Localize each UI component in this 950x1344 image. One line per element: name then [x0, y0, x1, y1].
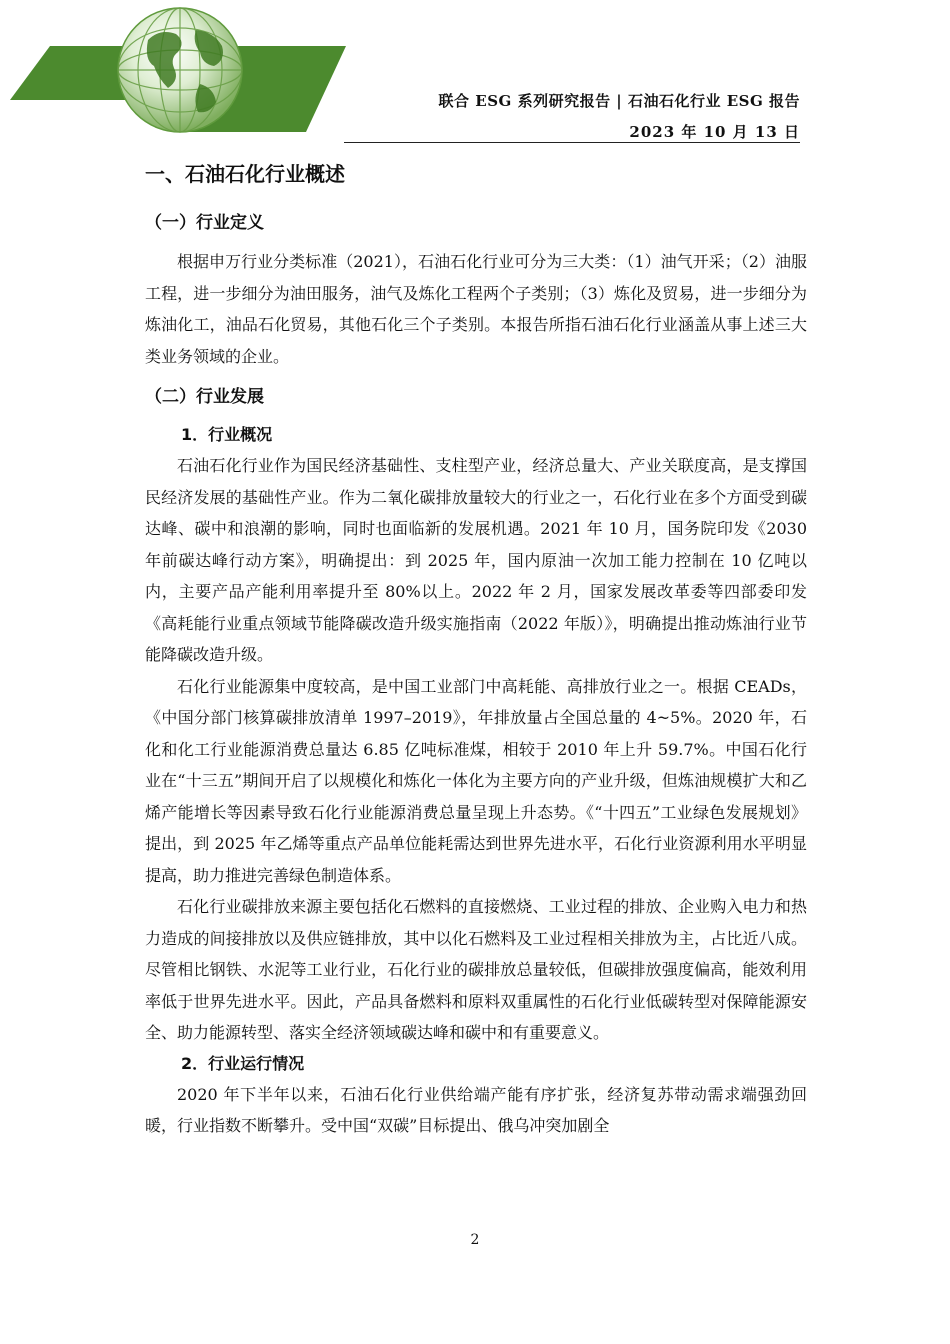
overview-paragraph: 石化行业能源集中度较高，是中国工业部门中高耗能、高排放行业之一。根据 CEADs，《中国分部门核算碳排放清单 1997–2019》，年排放量占全国总量的 4~5%。2020 年，石化和化工行业能源消费总量达 6.85 亿吨标准煤，相较于 2010 年上升 59.7%。中国石化行业在“十三五”期间开启了以规模化和炼化一体化为主要方向的产业升级，但炼油规模扩大和乙烯产能增长等因素导致石化行业能源消费总量呈现上升态势。《“十四五”工业绿色发展规划》提出，到 2025 年乙烯等重点产品单位能耗需达到世界先进水平，石化行业资源利用水平明显提高，助力推进完善绿色制造体系。 — [145, 676, 807, 885]
overview-paragraph: 石油石化行业作为国民经济基础性、支柱型产业，经济总量大、产业关联度高，是支撑国民经济发展的基础性产业。作为二氧化碳排放量较大的行业之一，石化行业在多个方面受到碳达峰、碳中和浪潮的影响，同时也面临新的发展机遇。2021 年 10 月，国务院印发《2030 年前碳达峰行动方案》，明确提出：到 2025 年，国内原油一次加工能力控制在 10 亿吨以内，主要产品产能利用率提升至 80%以上。2022 年 2 月，国家发展改革委等四部委印发《高耗能行业重点领域节能降碳改造升级实施指南（2022 年版）》，明确提出推动炼油行业节能降碳改造升级。 — [145, 456, 807, 664]
overview-paragraph: 石化行业碳排放来源主要包括化石燃料的直接燃烧、工业过程的排放、企业购入电力和热力造成的间接排放以及供应链排放，其中以化石燃料及工业过程相关排放为主，占比近八成。尽管相比钢铁、水泥等工业行业，石化行业的碳排放总量较低，但碳排放强度偏高，能效利用率低于世界先进水平。因此，产品具备燃料和原料双重属性的石化行业低碳转型对保障能源安全、助力能源转型、落实全经济领域碳达峰和碳中和有重要意义。 — [145, 897, 807, 1042]
item-title-operation: 2．行业运行情况 — [181, 1053, 305, 1073]
item-title-overview: 1．行业概况 — [181, 425, 273, 444]
subsection-title-definition: （一）行业定义 — [145, 213, 264, 233]
section-title: 一、石油石化行业概述 — [145, 162, 345, 186]
subsection-title-development: （二）行业发展 — [145, 387, 264, 407]
globe-logo-icon — [0, 0, 360, 140]
page-number: 2 — [470, 1232, 480, 1248]
report-series-title: 联合 ESG 系列研究报告 | 石油石化行业 ESG 报告 — [438, 92, 800, 110]
header-divider — [344, 142, 800, 143]
report-date: 2023 年 10 月 13 日 — [629, 123, 800, 141]
operation-paragraph: 2020 年下半年以来，石油石化行业供给端产能有序扩张，经济复苏带动需求端强劲回暖，行业指数不断攀升。受中国“双碳”目标提出、俄乌冲突加剧全 — [145, 1084, 807, 1135]
document-body — [145, 158, 807, 1142]
definition-paragraph: 根据申万行业分类标准（2021），石油石化行业可分为三大类：（1）油气开采；（2）油服工程，进一步细分为油田服务，油气及炼化工程两个子类别；（3）炼化及贸易，进一步细分为炼油化工，油品石化贸易，其他石化三个子类别。本报告所指石油石化行业涵盖从事上述三大类业务领域的企业。 — [145, 252, 807, 366]
